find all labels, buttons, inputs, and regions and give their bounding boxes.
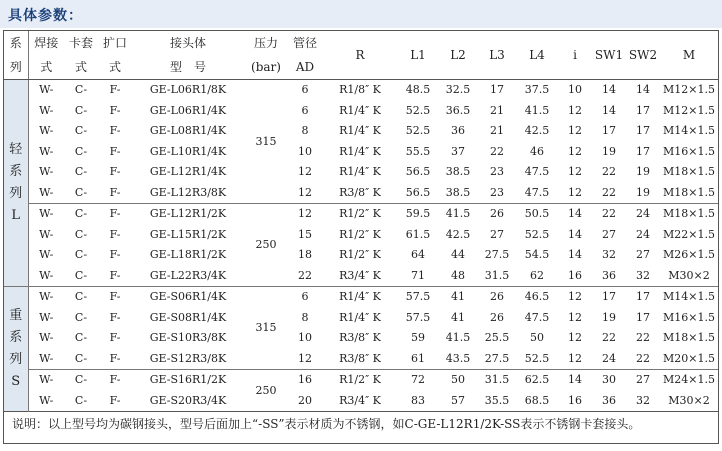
- table-cell: M18×1.5: [660, 204, 718, 225]
- table-cell: R3/8″ K: [339, 351, 381, 365]
- table-cell: F-: [109, 83, 121, 97]
- table-cell: 14: [558, 370, 592, 391]
- table-cell: C-: [74, 124, 88, 138]
- header-cell: SW2: [626, 31, 660, 80]
- table-cell: W-: [28, 204, 64, 225]
- table-cell: W-: [39, 124, 54, 138]
- table-cell: C-: [74, 393, 88, 407]
- table-cell: 26: [478, 287, 516, 308]
- header-cell: 系: [4, 31, 28, 55]
- table-cell: 38.5: [445, 185, 471, 199]
- table-cell: 17: [490, 83, 504, 97]
- table-cell: F-: [109, 103, 121, 117]
- table-cell: 62: [530, 268, 544, 282]
- table-cell: 59: [411, 331, 425, 345]
- table-cell: F-: [109, 124, 121, 138]
- table-cell: GE-L06R1/4K: [149, 103, 227, 117]
- header-row: [4, 31, 718, 55]
- table-cell: 6: [301, 83, 309, 97]
- table-row: [4, 121, 718, 142]
- table-row: [4, 225, 718, 246]
- table-cell: 47.5: [524, 185, 550, 199]
- table-cell: W-: [39, 144, 54, 158]
- table-cell: 22: [602, 165, 616, 179]
- table-cell: F-: [109, 393, 121, 407]
- table-cell: 12: [298, 185, 312, 199]
- table-cell: 21: [490, 103, 504, 117]
- table-cell: 64: [411, 248, 425, 262]
- table-cell: M12×1.5: [663, 103, 715, 117]
- table-cell: C-: [74, 103, 88, 117]
- series-label: [4, 80, 28, 287]
- table-cell: 19: [636, 185, 650, 199]
- table-cell: 14: [636, 83, 650, 97]
- header-cell: i: [558, 31, 592, 80]
- table-cell: 12: [288, 204, 322, 225]
- table-cell: C-: [74, 185, 88, 199]
- table-cell: W-: [39, 248, 54, 262]
- table-cell: GE-S06R1/4K: [132, 287, 244, 308]
- table-cell: GE-L12R1/2K: [132, 204, 244, 225]
- table-cell: 71: [411, 268, 425, 282]
- series-char: S: [11, 374, 21, 389]
- table-cell: GE-S12R3/8K: [149, 351, 227, 365]
- table-cell: 22: [602, 331, 616, 345]
- table-cell: M18×1.5: [663, 331, 715, 345]
- table-cell: 41.5: [438, 204, 478, 225]
- header-cell: L1: [398, 31, 438, 80]
- table-cell: 19: [636, 165, 650, 179]
- table-cell: 22: [602, 185, 616, 199]
- table-row: [4, 183, 718, 204]
- table-cell: 41: [438, 287, 478, 308]
- spec-table-frame: [3, 30, 719, 444]
- table-cell: 8: [301, 124, 309, 138]
- table-row: [4, 308, 718, 329]
- table-cell: 62.5: [516, 370, 558, 391]
- table-cell: F-: [109, 331, 121, 345]
- table-cell: M12×1.5: [663, 83, 715, 97]
- table-cell: 26: [490, 310, 504, 324]
- table-cell: 14: [558, 204, 592, 225]
- table-cell: C-: [74, 165, 88, 179]
- table-cell: C-: [64, 370, 98, 391]
- table-cell: 52.5: [405, 124, 431, 138]
- table-cell: 68.5: [524, 393, 550, 407]
- table-cell: 8: [301, 310, 309, 324]
- table-cell: 32: [636, 268, 650, 282]
- table-cell: 24: [626, 204, 660, 225]
- table-cell: C-: [74, 227, 88, 241]
- table-cell: 38.5: [445, 165, 471, 179]
- table-row: [4, 142, 718, 163]
- table-cell: F-: [109, 248, 121, 262]
- table-cell: R3/4″ K: [339, 268, 381, 282]
- series-char: 列: [9, 352, 23, 367]
- table-cell: 83: [411, 393, 425, 407]
- table-cell: 14: [568, 227, 582, 241]
- table-cell: R1/2″ K: [322, 370, 398, 391]
- table-cell: 17: [592, 287, 626, 308]
- table-cell: F-: [109, 165, 121, 179]
- table-cell: 47.5: [524, 310, 550, 324]
- table-cell: R1/4″ K: [339, 165, 381, 179]
- table-cell: 50.5: [516, 204, 558, 225]
- table-cell: 19: [602, 310, 616, 324]
- table-cell: C-: [74, 248, 88, 262]
- table-cell: 27: [636, 248, 650, 262]
- table-cell: M18×1.5: [663, 185, 715, 199]
- table-cell: 10: [298, 144, 312, 158]
- table-cell: GE-L22R3/4K: [149, 268, 227, 282]
- table-row: [4, 391, 718, 412]
- table-cell: 30: [592, 370, 626, 391]
- series-label: [4, 287, 28, 412]
- table-cell: 12: [298, 351, 312, 365]
- table-row: [4, 204, 718, 225]
- header-cell: L4: [516, 31, 558, 80]
- series-char: 重: [9, 308, 23, 323]
- table-cell: R1/4″ K: [339, 124, 381, 138]
- table-cell: C-: [74, 144, 88, 158]
- table-cell: C-: [74, 310, 88, 324]
- table-cell: R3/4″ K: [339, 393, 381, 407]
- table-cell: 27: [602, 227, 616, 241]
- table-cell: GE-L15R1/2K: [149, 227, 227, 241]
- table-cell: 19: [602, 144, 616, 158]
- table-cell: 22: [490, 144, 504, 158]
- table-cell: F-: [109, 268, 121, 282]
- table-cell: W-: [39, 83, 54, 97]
- header-cell: 扩口: [102, 36, 127, 50]
- series-char: L: [11, 208, 21, 223]
- table-cell: W-: [39, 165, 54, 179]
- table-cell: 57.5: [405, 310, 431, 324]
- table-cell: 42.5: [524, 124, 550, 138]
- table-row: [4, 370, 718, 391]
- table-row: [4, 266, 718, 287]
- table-cell: R1/4″ K: [322, 287, 398, 308]
- table-cell: C-: [74, 83, 88, 97]
- table-cell: 16: [568, 268, 582, 282]
- table-cell: 10: [568, 83, 582, 97]
- table-cell: GE-L08R1/4K: [149, 124, 227, 138]
- table-cell: M20×1.5: [663, 351, 715, 365]
- table-cell: 46.5: [516, 287, 558, 308]
- table-cell: F-: [98, 287, 132, 308]
- table-cell: 17: [636, 103, 650, 117]
- table-cell: 27.5: [484, 351, 510, 365]
- table-cell: W-: [28, 370, 64, 391]
- table-cell: 36.5: [445, 103, 471, 117]
- table-cell: 22: [636, 331, 650, 345]
- table-cell: 12: [568, 185, 582, 199]
- table-cell: F-: [109, 227, 121, 241]
- table-cell: W-: [39, 331, 54, 345]
- table-row: [4, 349, 718, 370]
- table-cell: 12: [568, 331, 582, 345]
- header-cell: 焊接: [34, 36, 59, 50]
- table-cell: 24: [636, 227, 650, 241]
- series-char: 系: [9, 164, 23, 179]
- table-cell: 56.5: [405, 185, 431, 199]
- table-cell: R1/4″ K: [339, 103, 381, 117]
- table-cell: W-: [28, 287, 64, 308]
- table-cell: C-: [74, 331, 88, 345]
- series-char: 列: [9, 186, 23, 201]
- pressure-cell: 250: [244, 204, 288, 287]
- table-cell: 59.5: [398, 204, 438, 225]
- table-cell: 17: [636, 124, 650, 138]
- table-cell: 12: [568, 103, 582, 117]
- table-cell: 6: [288, 287, 322, 308]
- table-cell: M30×2: [668, 268, 710, 282]
- table-cell: C-: [74, 351, 88, 365]
- table-cell: 23: [490, 165, 504, 179]
- series-char: 轻: [9, 142, 23, 157]
- header-cell: L3: [478, 31, 516, 80]
- table-cell: F-: [109, 351, 121, 365]
- table-cell: 36: [602, 393, 616, 407]
- table-cell: 42.5: [445, 227, 471, 241]
- table-cell: GE-L12R1/4K: [149, 165, 227, 179]
- header-cell: 型 号: [132, 55, 244, 80]
- header-cell: 式: [98, 55, 132, 80]
- table-cell: R1/2″ K: [339, 227, 381, 241]
- table-cell: 12: [568, 124, 582, 138]
- table-row: [4, 287, 718, 308]
- table-cell: 12: [558, 287, 592, 308]
- table-cell: 17: [636, 144, 650, 158]
- pressure-cell: 315: [244, 287, 288, 370]
- header-cell: M: [660, 31, 718, 80]
- table-cell: 43.5: [445, 351, 471, 365]
- table-cell: 15: [298, 227, 312, 241]
- table-cell: M14×1.5: [663, 124, 715, 138]
- header-cell: 式: [64, 55, 98, 80]
- table-row: [4, 80, 718, 101]
- table-cell: R1/4″ K: [339, 144, 381, 158]
- table-cell: W-: [39, 310, 54, 324]
- table-cell: 12: [298, 165, 312, 179]
- table-cell: 35.5: [484, 393, 510, 407]
- table-cell: GE-S08R1/4K: [149, 310, 227, 324]
- table-cell: F-: [98, 370, 132, 391]
- table-cell: 48: [451, 268, 465, 282]
- table-cell: 12: [568, 165, 582, 179]
- table-cell: 10: [298, 331, 312, 345]
- table-cell: W-: [39, 393, 54, 407]
- table-cell: C-: [74, 268, 88, 282]
- table-cell: 12: [568, 310, 582, 324]
- table-cell: 6: [301, 103, 309, 117]
- table-cell: 20: [298, 393, 312, 407]
- table-cell: W-: [39, 185, 54, 199]
- header-cell: AD: [288, 55, 322, 80]
- table-cell: 55.5: [405, 144, 431, 158]
- table-cell: GE-L12R3/8K: [149, 185, 227, 199]
- header-cell: 管径: [292, 36, 317, 50]
- note-text: 说明：以上型号均为碳钢接头，型号后面加上“-SS”表示材质为不锈钢，如C-GE-L12R1/2K-SS表示不锈钢卡套接头。: [4, 412, 718, 437]
- table-cell: R3/8″ K: [339, 331, 381, 345]
- table-cell: GE-S20R3/4K: [149, 393, 227, 407]
- table-cell: M26×1.5: [663, 248, 715, 262]
- table-cell: M16×1.5: [663, 310, 715, 324]
- header-cell: L2: [438, 31, 478, 80]
- table-cell: 12: [568, 144, 582, 158]
- table-cell: GE-L10R1/4K: [149, 144, 227, 158]
- table-cell: W-: [39, 103, 54, 117]
- table-row: [4, 101, 718, 122]
- table-cell: 12: [568, 351, 582, 365]
- table-cell: C-: [64, 287, 98, 308]
- table-cell: GE-S10R3/8K: [149, 331, 227, 345]
- table-cell: 41.5: [445, 331, 471, 345]
- table-cell: W-: [39, 268, 54, 282]
- table-cell: W-: [39, 351, 54, 365]
- table-cell: 26: [478, 204, 516, 225]
- table-cell: 41.5: [524, 103, 550, 117]
- table-cell: 14: [568, 248, 582, 262]
- table-cell: 52.5: [405, 103, 431, 117]
- table-cell: 57.5: [398, 287, 438, 308]
- table-cell: 36: [602, 268, 616, 282]
- table-cell: GE-L18R1/2K: [149, 248, 227, 262]
- table-cell: 47.5: [524, 165, 550, 179]
- table-cell: 14: [602, 83, 616, 97]
- table-cell: 37: [451, 144, 465, 158]
- table-cell: 41: [451, 310, 465, 324]
- table-cell: 32: [636, 393, 650, 407]
- table-cell: R1/2″ K: [322, 204, 398, 225]
- header-cell: SW1: [592, 31, 626, 80]
- table-cell: 57: [451, 393, 465, 407]
- table-cell: 27.5: [484, 248, 510, 262]
- table-cell: M22×1.5: [663, 227, 715, 241]
- table-cell: 56.5: [405, 165, 431, 179]
- table-cell: 17: [602, 124, 616, 138]
- table-cell: 50: [438, 370, 478, 391]
- table-cell: 61: [411, 351, 425, 365]
- series-char: 系: [9, 330, 23, 345]
- table-cell: GE-S16R1/2K: [132, 370, 244, 391]
- table-cell: 18: [298, 248, 312, 262]
- table-cell: 22: [298, 268, 312, 282]
- table-cell: 48.5: [405, 83, 431, 97]
- table-cell: R1/4″ K: [339, 310, 381, 324]
- table-cell: 52.5: [524, 351, 550, 365]
- title-bar: [0, 0, 722, 28]
- header-cell: 压力: [253, 36, 278, 50]
- table-cell: M14×1.5: [660, 287, 718, 308]
- table-cell: 37.5: [524, 83, 550, 97]
- header-cell: 式: [28, 55, 64, 80]
- table-row: [4, 245, 718, 266]
- table-cell: 16: [288, 370, 322, 391]
- page-title: 具体参数：: [8, 8, 83, 24]
- table-cell: 46: [530, 144, 544, 158]
- header-cell: 列: [4, 55, 28, 80]
- table-cell: F-: [98, 204, 132, 225]
- table-cell: 17: [626, 287, 660, 308]
- table-cell: M30×2: [668, 393, 710, 407]
- table-cell: 24: [602, 351, 616, 365]
- table-cell: 32.5: [445, 83, 471, 97]
- pressure-cell: 250: [244, 370, 288, 412]
- table-cell: 22: [636, 351, 650, 365]
- table-cell: 14: [602, 103, 616, 117]
- table-cell: F-: [109, 144, 121, 158]
- table-cell: F-: [109, 185, 121, 199]
- table-cell: 22: [592, 204, 626, 225]
- table-row: [4, 328, 718, 349]
- table-cell: M24×1.5: [660, 370, 718, 391]
- table-cell: 27: [626, 370, 660, 391]
- table-cell: 25.5: [484, 331, 510, 345]
- table-cell: 61.5: [405, 227, 431, 241]
- table-row: [4, 162, 718, 183]
- table-cell: 27: [490, 227, 504, 241]
- table-cell: 52.5: [524, 227, 550, 241]
- spec-table: [4, 31, 718, 436]
- header-cell: 卡套: [68, 36, 93, 50]
- table-cell: W-: [39, 227, 54, 241]
- table-cell: M16×1.5: [663, 144, 715, 158]
- pressure-cell: 315: [255, 134, 277, 148]
- table-cell: 31.5: [484, 268, 510, 282]
- table-cell: 17: [636, 310, 650, 324]
- table-cell: R3/8″ K: [339, 185, 381, 199]
- note-row: [4, 412, 718, 437]
- table-cell: 21: [490, 124, 504, 138]
- table-cell: 72: [398, 370, 438, 391]
- table-cell: 54.5: [524, 248, 550, 262]
- table-cell: R1/2″ K: [339, 248, 381, 262]
- table-cell: F-: [109, 310, 121, 324]
- header-cell: R: [322, 31, 398, 80]
- table-cell: C-: [64, 204, 98, 225]
- table-cell: M18×1.5: [663, 165, 715, 179]
- table-cell: 31.5: [478, 370, 516, 391]
- table-cell: R1/8″ K: [339, 83, 381, 97]
- table-cell: GE-L06R1/8K: [149, 83, 227, 97]
- table-cell: 32: [602, 248, 616, 262]
- table-cell: 44: [451, 248, 465, 262]
- table-cell: 23: [490, 185, 504, 199]
- table-cell: 50: [530, 331, 544, 345]
- header-cell: (bar): [244, 55, 288, 80]
- table-cell: 16: [568, 393, 582, 407]
- header-cell: 接头体: [169, 36, 206, 50]
- table-cell: 36: [451, 124, 465, 138]
